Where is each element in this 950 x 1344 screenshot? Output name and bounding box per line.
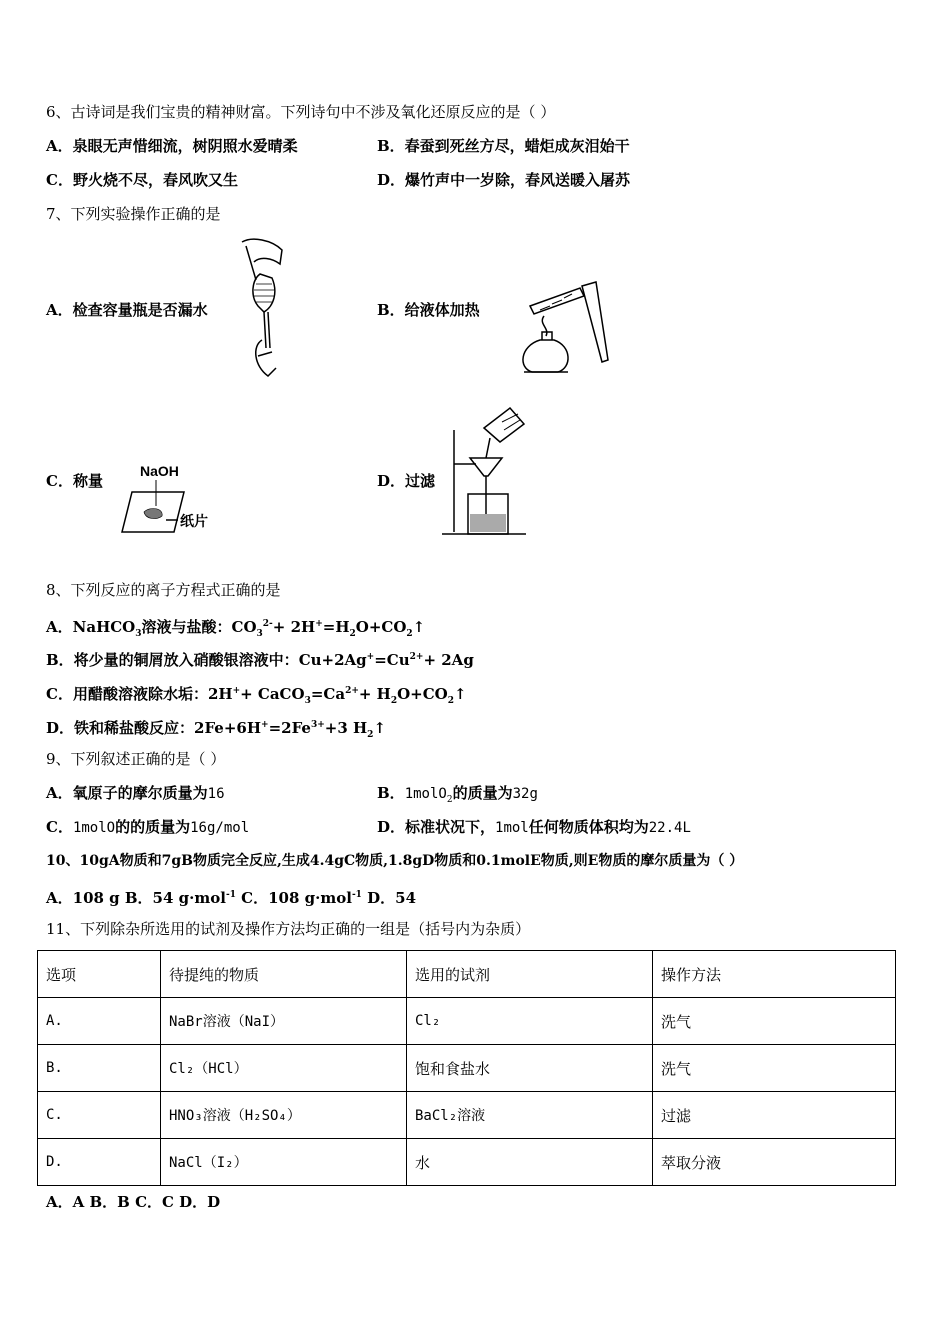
filtration-figure xyxy=(440,402,528,540)
q9-option-b: B．1molO$_2$的质量为32g xyxy=(377,784,538,805)
table-header-cell: 选项 xyxy=(38,951,161,998)
table-cell: Cl₂ xyxy=(407,998,653,1045)
q7-option-c: C．称量 xyxy=(46,472,103,490)
q10-options: A．108 g B．54 g·mol$^{-1}$ C．108 g·mol$^{-1}$ D．54 xyxy=(46,889,417,907)
table-header-cell: 操作方法 xyxy=(653,951,896,998)
q6-option-a: A．泉眼无声惜细流，树阴照水爱晴柔 xyxy=(46,137,298,155)
q9-option-a: A．氧原子的摩尔质量为16 xyxy=(46,784,225,802)
q8-option-a: A．NaHCO$_3$溶液与盐酸：$CO_3^{2-}+$ $2H^+=H_2O+CO_2↑$ xyxy=(46,618,426,639)
table-cell: 饱和食盐水 xyxy=(407,1045,653,1092)
q9-stem: 9、下列叙述正确的是（ ） xyxy=(46,750,226,768)
table-cell: 水 xyxy=(407,1139,653,1186)
table-cell: 洗气 xyxy=(653,1045,896,1092)
q8-stem: 8、下列反应的离子方程式正确的是 xyxy=(46,581,281,599)
table-cell: B. xyxy=(38,1045,161,1092)
table-cell: D. xyxy=(38,1139,161,1186)
table-cell: NaBr溶液（NaI） xyxy=(161,998,407,1045)
q7-option-d: D．过滤 xyxy=(377,472,436,490)
q8-option-c: C．用醋酸溶液除水垢：$2H^++ CaCO_3=Ca^{2+}+$ $H_2O+CO_2↑$ xyxy=(46,685,467,706)
table-row xyxy=(38,998,896,1045)
q6-option-d: D．爆竹声中一岁除，春风送暖入屠苏 xyxy=(377,171,631,189)
table-cell: Cl₂（HCl） xyxy=(161,1045,407,1092)
table-cell: NaCl（I₂） xyxy=(161,1139,407,1186)
table-header-cell: 待提纯的物质 xyxy=(161,951,407,998)
table-header-cell: 选用的试剂 xyxy=(407,951,653,998)
q11-options: A．A B．B C．C D．D xyxy=(46,1193,221,1211)
heating-liquid-figure xyxy=(510,276,612,378)
q6-stem: 6、古诗词是我们宝贵的精神财富。下列诗句中不涉及氧化还原反应的是（ ） xyxy=(46,103,556,121)
q10-stem: 10、10gA物质和7gB物质完全反应,生成4.4gC物质,1.8gD物质和0.1molE物质,则E物质的摩尔质量为（ ） xyxy=(46,853,744,869)
volumetric-flask-figure xyxy=(232,236,292,382)
q7-option-b: B．给液体加热 xyxy=(377,301,480,319)
table-cell: HNO₃溶液（H₂SO₄） xyxy=(161,1092,407,1139)
impurity-table xyxy=(37,950,896,1186)
table-row xyxy=(38,1139,896,1186)
q6-option-b: B．春蚕到死丝方尽，蜡炬成灰泪始干 xyxy=(377,137,630,155)
table-header-row xyxy=(38,951,896,998)
q6-option-c: C．野火烧不尽，春风吹又生 xyxy=(46,171,238,189)
table-cell: 萃取分液 xyxy=(653,1139,896,1186)
q11-stem: 11、下列除杂所选用的试剂及操作方法均正确的一组是（括号内为杂质） xyxy=(46,920,531,938)
table-cell: 洗气 xyxy=(653,998,896,1045)
q9-option-c: C．1molO的的质量为16g/mol xyxy=(46,818,250,836)
weighing-figure xyxy=(118,458,228,536)
naoh-label: NaOH xyxy=(140,463,179,479)
q8-option-d: D．铁和稀盐酸反应：$2Fe+6H^+=2Fe^{3+}+3$ $H_2↑$ xyxy=(46,719,387,740)
table-cell: BaCl₂溶液 xyxy=(407,1092,653,1139)
paper-label: 纸片 xyxy=(180,514,208,530)
q9-option-d: D．标准状况下，1mol任何物质体积均为22.4L xyxy=(377,818,691,836)
q8-option-b: B．将少量的铜屑放入硝酸银溶液中：$Cu+2Ag^+=Cu^{2+}+ 2Ag$ xyxy=(46,651,474,669)
table-cell: C. xyxy=(38,1092,161,1139)
table-cell: A. xyxy=(38,998,161,1045)
q7-option-a: A．检查容量瓶是否漏水 xyxy=(46,301,208,319)
table-row xyxy=(38,1092,896,1139)
table-row xyxy=(38,1045,896,1092)
table-cell: 过滤 xyxy=(653,1092,896,1139)
q7-stem: 7、下列实验操作正确的是 xyxy=(46,205,221,223)
